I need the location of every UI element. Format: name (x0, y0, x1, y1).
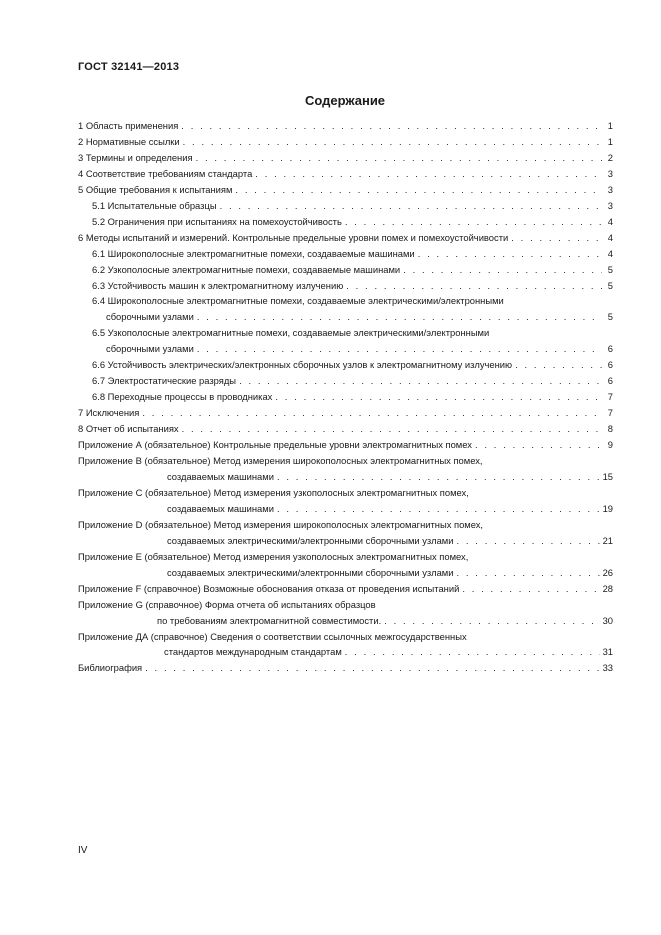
toc-entry[interactable]: 8 Отчет об испытаниях . . . 8 (78, 421, 613, 437)
toc-entry[interactable]: 6.6 Устойчивость электрических/электронных сборочных узлов к электромагнитному излучению . . . 6 (78, 357, 613, 373)
toc-page-number: 9 (607, 439, 613, 451)
toc-entry[interactable]: создаваемых машинами . . . 19 (78, 501, 613, 517)
toc-page-number: 3 (607, 199, 613, 211)
toc-page-number: 5 (607, 279, 613, 291)
toc-title: Содержание (304, 93, 386, 108)
toc-entry[interactable]: по требованиям электромагнитной совместимости. . . . 30 (78, 613, 613, 629)
toc-entry[interactable]: 7 Исключения . . . 7 (78, 405, 613, 421)
toc-page-number: 28 (602, 582, 613, 594)
toc-page-number: 3 (607, 167, 613, 179)
toc-page-number: 15 (602, 470, 613, 482)
toc-entry-first-line: Приложение С (обязательное) Метод измерения узкополосных электромагнитных помех, (78, 486, 469, 498)
toc-entry[interactable]: стандартов международным стандартам . . . 31 (78, 644, 613, 660)
toc-entry[interactable]: создаваемых машинами . . . 15 (78, 469, 613, 485)
toc-page-number: 4 (607, 247, 613, 259)
toc-entry[interactable]: 2 Нормативные ссылки . . . 1 (78, 134, 613, 150)
toc-entry[interactable]: 4 Соответствие требованиям стандарта . . . 3 (78, 166, 613, 182)
toc-page-number: 6 (607, 343, 613, 355)
toc-page-number: 5 (607, 263, 613, 275)
toc-page-number: 1 (607, 135, 613, 147)
toc-entry-first-line: Приложение В (обязательное) Метод измерения широкополосных электромагнитных помех, (78, 455, 483, 467)
toc-page-number: 6 (607, 359, 613, 371)
toc-entry[interactable]: Библиография . . . 33 (78, 660, 613, 676)
table-of-contents (78, 118, 613, 676)
toc-entry[interactable]: 5.1 Испытательные образцы . . . 3 (78, 198, 613, 214)
toc-entry-first-line: Приложение D (обязательное) Метод измерения широкополосных электромагнитных помех, (78, 518, 484, 530)
toc-page-number: 8 (607, 423, 613, 435)
page-number: IV (78, 845, 88, 856)
toc-entry[interactable]: сборочными узлами . . . 5 (78, 309, 613, 325)
toc-entry[interactable]: создаваемых электрическими/электронными сборочными узлами . . . 21 (78, 533, 613, 549)
toc-page-number: 7 (607, 391, 613, 403)
toc-page-number: 7 (607, 407, 613, 419)
toc-entry-first-line: 6.4 Широкополосные электромагнитные помехи, создаваемые электрическими/электронными (92, 295, 504, 307)
toc-page-number: 1 (607, 120, 613, 131)
toc-entry-first-line: Приложение G (справочное) Форма отчета об испытаниях образцов (78, 598, 376, 610)
toc-page-number: 5 (607, 311, 613, 323)
toc-entry[interactable]: 5.2 Ограничения при испытаниях на помехоустойчивость . . . 4 (78, 214, 613, 230)
toc-page-number: 3 (607, 183, 613, 195)
toc-entry-first-line: 6.5 Узкополосные электромагнитные помехи, создаваемые электрическими/электронными (92, 327, 490, 339)
toc-entry[interactable]: 3 Термины и определения . . . 2 (78, 150, 613, 166)
toc-entry[interactable]: создаваемых электрическими/электронными сборочными узлами . . . 26 (78, 565, 613, 581)
toc-entry[interactable]: Приложение F (справочное) Возможные обоснования отказа от проведения испытаний . . . 28 (78, 581, 613, 597)
document-code: ГОСТ 32141—2013 (78, 61, 180, 73)
toc-page-number: 26 (602, 566, 613, 578)
toc-entry[interactable]: 6.1 Широкополосные электромагнитные помехи, создаваемые машинами . . . 4 (78, 246, 613, 262)
toc-entry[interactable]: 6.8 Переходные процессы в проводниках . . . 7 (78, 389, 613, 405)
toc-entry[interactable]: 6 Методы испытаний и измерений. Контрольные предельные уровни помех и помехоустойчивости . . . 4 (78, 230, 613, 246)
toc-entry-first-line: Приложение ДА (справочное) Сведения о соответствии ссылочных межгосударственных (78, 630, 467, 642)
toc-page-number: 2 (607, 151, 613, 163)
toc-page-number: 21 (602, 534, 613, 546)
toc-entry[interactable]: 6.7 Электростатические разряды . . . 6 (78, 373, 613, 389)
toc-page-number: 19 (602, 502, 613, 514)
toc-entry[interactable]: 1 Область применения . . . 1 (78, 118, 613, 134)
toc-entry[interactable]: Приложение А (обязательное) Контрольные предельные уровни электромагнитных помех . . . 9 (78, 437, 613, 453)
toc-entry[interactable]: 6.3 Устойчивость машин к электромагнитному излучению . . . 5 (78, 278, 613, 294)
toc-page-number: 4 (607, 231, 613, 243)
toc-entry[interactable]: сборочными узлами . . . 6 (78, 341, 613, 357)
toc-page-number: 4 (607, 215, 613, 227)
toc-entry[interactable]: 5 Общие требования к испытаниям . . . 3 (78, 182, 613, 198)
toc-entry[interactable]: 6.2 Узкополосные электромагнитные помехи, создаваемые машинами . . . 5 (78, 262, 613, 278)
toc-page-number: 33 (602, 662, 613, 674)
toc-entry-first-line: Приложение Е (обязательное) Метод измерения узкополосных электромагнитных помех, (78, 550, 469, 562)
toc-page-number: 6 (607, 375, 613, 387)
toc-page-number: 30 (602, 614, 613, 626)
toc-page-number: 31 (602, 646, 613, 658)
